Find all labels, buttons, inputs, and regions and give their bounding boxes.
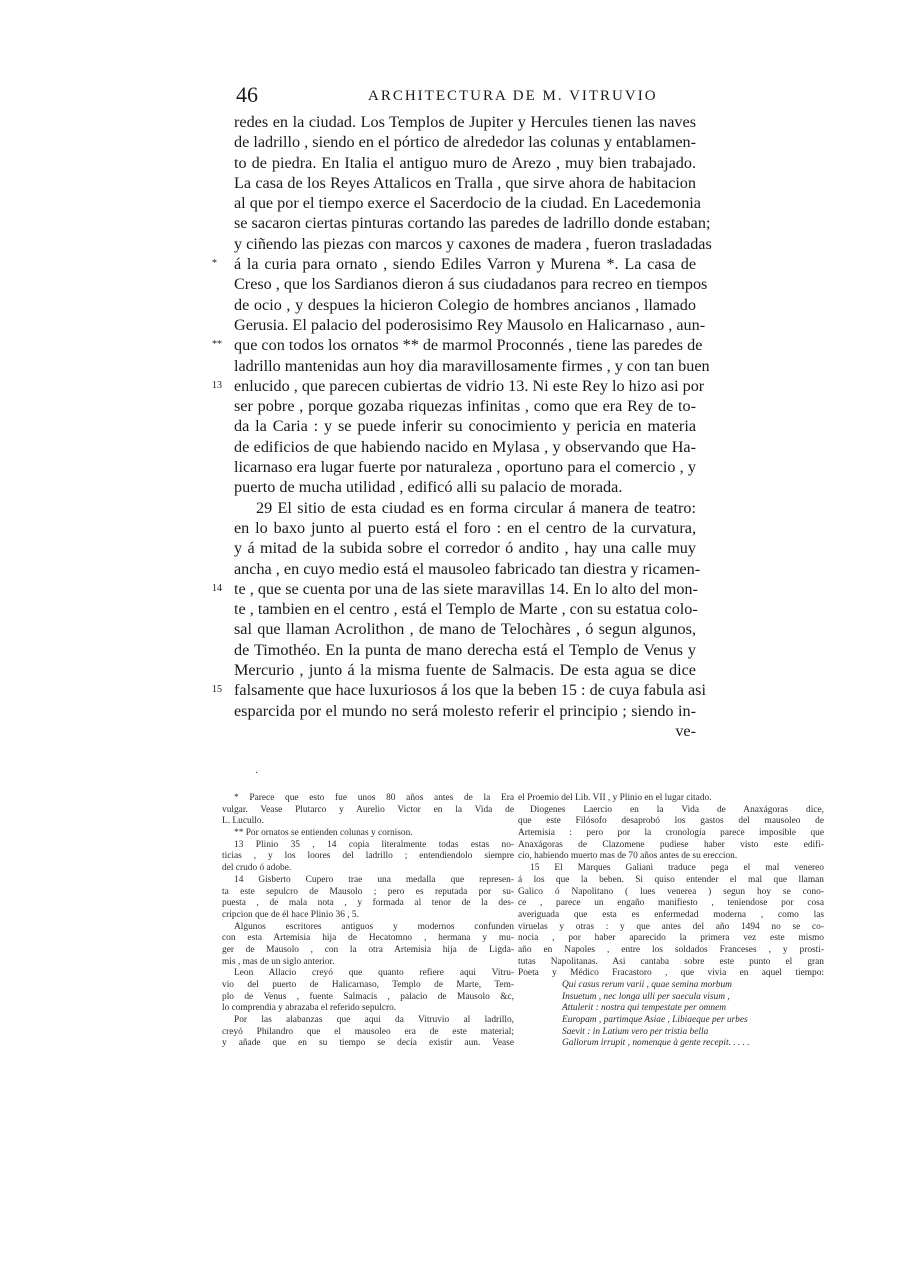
footnote-line: vulgar. Vease Plutarco y Aurelio Victor en la Vida de [222,804,514,815]
text-line [234,193,701,213]
footnote-line: cripcion que de él hace Plinio 36 , 5. [222,909,359,920]
line-text: La casa de los Reyes Attalicos en Tralla , que sirve ahora de habitacion [234,173,696,192]
text-line [212,335,703,355]
line-text: ser pobre , porque gozaba riquezas infinitas , como que era Rey de to- [234,397,696,416]
footnote-line: vio del puerto de Halicarnaso, Templo de Marte, Tem- [222,980,514,990]
footnote-line: Poeta y Médico Fracastoro , que vivia en aquel tiempo: [518,968,824,979]
text-line [234,457,696,477]
footnotes-right-column [518,793,824,1050]
text-line [212,579,698,599]
text-line [234,477,696,497]
text-line [234,416,696,436]
text-line [234,356,710,376]
footnote-line: ticias , y los loores del ladrillo ; entendiendolo siempre [222,851,514,862]
text-line [212,254,696,274]
text-line [234,173,696,193]
page-header [236,84,696,108]
catchword: ve- [675,721,696,740]
page-number: 46 [236,82,258,107]
text-line [212,680,706,700]
footnote-line: á los que la beben. Si quiso entender el mal que llaman [518,874,824,885]
footnote-line: con esta Artemisia hija de Hecatomno , hermana y mu- [222,933,514,944]
text-line [234,234,712,254]
line-text: sal que llaman Acrolithon , de mano de Telochàres , ó segun algunos, [234,620,696,639]
footnote-line: el Proemio del Lib. VII , y Plinio en el lugar citado. [518,793,712,803]
margin-note-marker: 14 [212,582,222,594]
line-text: te , que se cuenta por una de las siete maravillas 14. En lo alto del mon- [234,579,698,598]
line-text: puerto de mucha utilidad , edificó alli su palacio de morada. [234,478,623,497]
ink-mark: · [255,768,259,779]
footnote-line: año en Napoles , entre los soldados Franceses , y prosti- [518,944,824,955]
text-line [234,701,696,721]
verse-line: Europam , partimque Asiae , Libiaeque per urbes [562,1015,748,1026]
footnote-line: Artemisia : pero por la cronología parece imposible que [518,828,824,839]
line-text: esparcida por el mundo no será molesto referir el principio ; siendo in- [234,701,696,720]
text-line [234,538,696,558]
text-line [212,376,705,396]
text-line [234,599,696,619]
footnote-line: nocia , por haber aparecido la primera vez este mismo [518,933,824,944]
footnote-line: averiguada que esta es enfermedad moderna , como las [518,909,824,920]
line-text: 29 El sitio de esta ciudad es en forma circular á manera de teatro: [256,498,696,517]
line-text: Mercurio , junto á la misma fuente de Salmacis. De esta agua se dice [234,661,696,680]
line-text: de edificios de que habiendo nacido en Mylasa , y observando que Ha- [234,437,696,456]
margin-note-marker: 13 [212,379,222,391]
line-text: redes en la ciudad. Los Templos de Jupiter y Hercules tienen las naves [234,113,696,131]
footnote-line: que este Filósofo desaprobó los gastos del mausoleo de [518,816,824,827]
line-text: de ladrillo , siendo en el pórtico de alrededor las colunas y entablamen- [234,133,696,152]
running-title: ARCHITECTURA DE M. VITRUVIO [368,88,658,104]
margin-note-marker: * [212,258,217,270]
line-text: que con todos los ornatos ** de marmol Proconnés , tiene las paredes de [234,336,703,355]
text-line [234,660,696,680]
footnote-line: plo de Venus , fuente Salmacis , palacio de Mausolo &c, [222,991,514,1002]
footnote-line: Diogenes Laercio en la Vida de Anaxágoras dice, [530,804,824,815]
text-line [234,315,706,335]
footnote-line: puesta , de mala nota , y formada al tenor de la des- [222,898,514,909]
verse-line: Attulerit : nostra qui tempestate per omnem [562,1003,727,1014]
text-line [234,559,701,579]
footnote-line: Anaxágoras de Clazomene pudiese haber visto este edifi- [518,839,824,850]
text-line [234,274,708,294]
footnote-line: ce , parece un engaño manifiesto , teniendose por cosa [518,898,824,909]
verse-line: Qui casus rerum varii , quae semina morbum [562,980,732,990]
text-line [234,132,696,152]
line-text: enlucido , que parecen cubiertas de vidrio 13. Ni este Rey lo hizo asi por [234,376,705,395]
verse-line: Gallorum irrupit , nomenque à gente recepit. . . . . [562,1038,750,1049]
footnote-line: 13 Plinio 35 , 14 copia literalmente todas estas no- [234,839,514,850]
text-line [234,518,696,538]
verse-line: Insuetum , nec longa ulli per saecula visum , [562,991,730,1002]
line-text: falsamente que hace luxuriosos á los que la beben 15 : de cuya fabula asi [234,681,706,700]
line-text: á la curia para ornato , siendo Ediles Varron y Murena *. La casa de [234,255,696,274]
verse-line: Saevit : in Latium vero per tristia bella [562,1026,709,1037]
line-text: te , tambien en el centro , está el Templo de Marte , con su estatua colo- [234,600,698,619]
text-line [234,498,696,518]
footnote-line: 14 Gisberto Cupero trae una medalla que represen- [234,874,514,885]
margin-note-marker: ** [212,339,222,351]
text-line [234,437,696,457]
line-text: to de piedra. En Italia el antiguo muro de Arezo , muy bien trabajado. [234,153,696,172]
line-text: y ciñendo las piezas con marcos y caxones de madera , fueron trasladadas [234,234,712,253]
text-line [234,295,696,315]
line-text: ancha , en cuyo medio está el mausoleo fabricado tan diestra y ricamen- [234,559,701,578]
line-text: ladrillo mantenidas aun hoy dia maravillosamente firmes , y con tan buen [234,356,710,375]
footnote-line: L. Lucullo. [222,816,264,827]
line-text: de ocio , y despues la hicieron Colegio de hombres ancianos , llamado [234,295,696,314]
footnotes-left-column [222,793,514,1050]
text-line [234,619,696,639]
footnote-line: 15 El Marques Galiani traduce pega el mal venereo [530,863,824,874]
footnote-line: mis , mas de un siglo anterior. [222,956,335,967]
footnote-line: lo comprendia y abrazaba el referido sepulcro. [222,1003,397,1014]
footnote-line: * Parece que esto fue unos 80 años antes de la Era [234,793,514,803]
line-text: Gerusia. El palacio del poderosisimo Rey Mausolo en Halicarnaso , aun- [234,315,706,334]
line-text: licarnaso era lugar fuerte por naturaleza , oportuno para el comercio , y [234,458,696,477]
text-line [234,213,711,233]
footnote-line: y añade que en su tiempo se decia existir aun. Vease [222,1038,514,1049]
footnote-line: del crudo ó adobe. [222,863,292,874]
footnote-line: tutas Napolitanas. Asi cantaba sobre este punto el gran [518,956,824,967]
text-line [234,640,696,660]
footnote-line: Galico ó Napolitano ( lues venerea ) segun hoy se cono- [518,886,824,897]
footnote-line: viruelas y otras : y que antes del año 1494 no se co- [518,921,824,932]
footnote-line: cio, habiendo muerto mas de 70 años antes de su ereccion. [518,851,738,862]
line-text: de Timothéo. En la punta de mano derecha está el Templo de Venus y [234,640,696,659]
text-line [234,396,696,416]
footnote-line: ta este sepulcro de Mausolo ; pero es reputada por su- [222,886,514,897]
footnote-line: Algunos escritores antiguos y modernos confunden [234,921,514,932]
line-text: Creso , que los Sardianos dieron á sus ciudadanos para recreo en tiempos [234,275,708,294]
line-text: al que por el tiempo exerce el Sacerdocio de la ciudad. En Lacedemonia [234,194,701,213]
line-text: y á mitad de la subida sobre el corredor ó andito , hay una calle muy [234,539,696,558]
line-text: se sacaron ciertas pinturas cortando las paredes de ladrillo donde estaban; [234,214,711,233]
line-text: en lo baxo junto al puerto está el foro : en el centro de la curvatura, [234,518,696,537]
text-line [234,112,696,132]
footnote-line: creyó Philandro que el mausoleo era de este material; [222,1026,514,1037]
main-text [212,112,712,741]
footnote-line: Leon Allacio creyó que quanto refiere aqui Vitru- [234,968,514,979]
line-text: da la Caria : y se puede inferir su conocimiento y pericia en materia [234,417,696,436]
footnote-line: ger de Mausolo , con la otra Artemisia hija de Ligda- [222,944,514,955]
footnote-line: Por las alabanzas que aqui da Vitruvio al ladrillo, [234,1015,514,1026]
margin-note-marker: 15 [212,684,222,696]
footnote-line: ** Por ornatos se entienden colunas y cornison. [234,828,413,839]
text-line [234,153,696,173]
